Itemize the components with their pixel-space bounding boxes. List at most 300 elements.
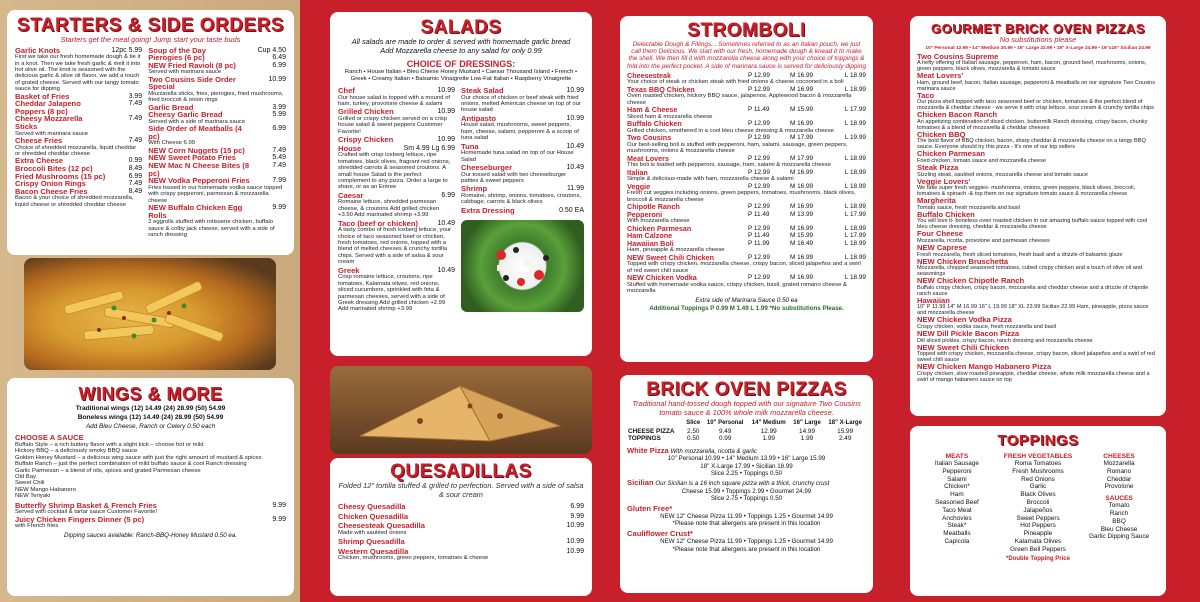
- menu-item-name: Butterfly Shrimp Basket & French Fries: [15, 500, 157, 510]
- menu-item-name: Shrimp: [461, 184, 488, 194]
- stromboli-item-description: Fresh cut veggies including onions, green peppers, tomatoes, mushrooms, black olives, broccoli & mozzarella cheese: [627, 190, 856, 203]
- salads-card: [330, 12, 592, 356]
- topping-item: Fresh Mushrooms: [1012, 467, 1064, 475]
- gourmet-item-name: NEW Chicken Vodka Pizza: [917, 315, 1012, 325]
- menu-item-price: 10.99: [566, 538, 584, 546]
- gluten-free-prices: [627, 513, 866, 528]
- stromboli-item-name: NEW Sweet Chili Chicken: [627, 252, 715, 262]
- menu-item-name: Crispy Onion Rings: [15, 179, 86, 189]
- gourmet-item-description: Ham, ground beef, bacon, Italian sausage, pepperoni & meatballs on our signature Two Cousins marinara sauce: [917, 79, 1156, 92]
- menu-item-description: Our choice of chicken or beef steak with fried onions, melted American cheese on top of our house salad: [461, 94, 581, 114]
- menu-item-name: Cheese Fries: [15, 135, 63, 145]
- menu-item-price: 10.99: [268, 75, 286, 83]
- stromboli-price-l: L 18.99: [844, 182, 866, 190]
- stromboli-item-description: Our best-selling boli is stuffed with pepperoni, ham, salami, sausage, green peppers, mushrooms, onions & mozzarella cheese: [627, 141, 848, 155]
- sicilian-name: Sicilian: [627, 478, 654, 488]
- stromboli-item-description: Your choice of steak or chicken steak with fried onions & cheese cocooned in a boli: [627, 79, 844, 86]
- menu-item-name: Cheeseburger: [461, 163, 513, 173]
- menu-item-name: Garlic Knots: [15, 45, 61, 55]
- menu-item-price: 10.49: [566, 164, 584, 172]
- gourmet-item-description: Crispy chicken, vodka sauce, fresh mozzarella and basil: [917, 324, 1056, 330]
- panel-gourmet-toppings: [890, 0, 1200, 602]
- quesadilla-illustration: [330, 366, 592, 454]
- brick-pizza-header-row: [627, 420, 866, 428]
- topping-item: Meatballs: [943, 530, 971, 538]
- stromboli-item-name: NEW Chicken Vodka: [627, 273, 697, 283]
- gourmet-item-description: You will love it- boneless oven roasted chicken in our amazing buffalo sauce topped with cool bleu cheese dressing, cheddar & mozzarella cheese: [917, 218, 1148, 231]
- stromboli-item-description: With mozzarella cheese: [627, 218, 690, 225]
- gourmet-card: [910, 16, 1166, 416]
- sauce-option: Buffalo Ranch – just the perfect combination of mild buffalo sauce & cool Ranch dressing: [15, 461, 247, 468]
- salads-subtitle: All salads are made to order & served with homemade garlic bread: [351, 37, 571, 46]
- stromboli-item: [627, 211, 866, 225]
- menu-item-name: NEW Mac N Cheese Bites (8 pc): [148, 161, 250, 178]
- gourmet-item-name: Hawaiian: [917, 295, 950, 305]
- menu-item-price: 10.49: [437, 219, 455, 227]
- brick-price-row: [627, 435, 866, 443]
- gourmet-item: [917, 111, 1159, 131]
- stromboli-item-row: [627, 274, 866, 282]
- menu-item-description: Homemade tuna salad on top of our House Salad: [461, 150, 574, 163]
- menu-item-description: Grilled or crispy chicken served on a crisp house salad & sweet peppers Customer Favorite!: [338, 116, 448, 135]
- gourmet-item-description: Crispy chicken, slow roasted pineapple, cheddar cheese, whole milk mozzarella cheese and a swirl of mango habanero sauce on top: [917, 370, 1150, 383]
- menu-item-price: 5.49: [272, 154, 286, 162]
- gourmet-item: [917, 363, 1159, 383]
- cauliflower-prices: [627, 538, 866, 553]
- gourmet-item-name: Chicken Parmesan: [917, 149, 985, 159]
- menu-item-price: 7.49: [272, 146, 286, 154]
- stromboli-item-name: Hawaiian Boli: [627, 238, 674, 248]
- price-line: 18" X-Large 17.99 • Sicilian 18.99: [700, 462, 793, 470]
- menu-item-price: 10.99: [566, 547, 584, 555]
- menu-item: [15, 115, 142, 137]
- stromboli-price-m: M 16.99: [790, 71, 814, 79]
- stromboli-item-description: Grilled chicken, smothered in a cool bleu cheese dressing & mozzarella cheese: [627, 127, 834, 134]
- menu-item-price: 10.99: [566, 522, 584, 530]
- menu-item-description: Crafted with crisp iceberg lettuce, ripe tomatoes, black olives, fragrant red onions, shredded carrots & seasoned croutons. A small house Salad is the perfect complement to any pizza. Order a large to share, or as an Entree: [338, 152, 451, 191]
- gourmet-item-description: The bold flavor of BBQ chicken, bacon, sharp cheddar & mozzarella cheese on a tangy BBQ sauce. Everyone should try this pizza - It's one of our top sellers: [917, 138, 1146, 151]
- menu-item-name: Caesar: [338, 190, 364, 200]
- menu-item-description: Our tossed salad with two cheeseburger patties & sweet peppers: [461, 171, 567, 185]
- wings-addon: Add Bleu Cheese, Ranch or Celery 0.50 each: [85, 423, 216, 430]
- fries-illustration: [24, 258, 276, 370]
- gourmet-item: [917, 316, 1159, 330]
- starters-title: STARTERS & SIDE ORDERS: [16, 15, 285, 36]
- stromboli-price-p: P 11.49: [748, 210, 770, 218]
- stromboli-price-m: M 17.99: [790, 154, 814, 162]
- stromboli-item: [627, 155, 866, 169]
- sauces-heading: SAUCES: [1105, 495, 1133, 503]
- stromboli-item-row: [627, 203, 866, 211]
- menu-item-name: NEW Vodka Pepperoni Fries: [148, 176, 250, 186]
- menu-item-name: Soup of the Day: [148, 45, 207, 55]
- topping-item: Hot Peppers: [1020, 522, 1056, 530]
- menu-item-name: Cheesesteak Quesadilla: [338, 521, 425, 531]
- gourmet-item-description: We take super fresh veggies- mushrooms, onions, green peppers, black olives, broccoli, tomatoes & spinach -& top them on our signature tomato sauce & mozzarella cheese: [917, 185, 1136, 198]
- menu-item-price: 7.99: [272, 177, 286, 185]
- stromboli-price-p: P 12.99: [748, 71, 770, 79]
- price-line: *Please note that allergens are present in this location: [672, 545, 821, 553]
- menu-item-name: Cheddar Jalapeno Poppers (8 pc): [15, 99, 81, 116]
- menu-item-price: 10.99: [566, 114, 584, 122]
- menu-item-description: A tasty combo of fresh iceberg lettuce, your choice of taco seasoned beef or chicken, fresh tomatoes, red onions, topped with a blend of melted cheeses & crunchy tortilla chips. Served with a side of salsa & sour cream: [338, 227, 451, 266]
- menu-item-price: 0.99: [128, 157, 143, 165]
- menu-item: [148, 177, 286, 204]
- wings-traditional: Traditional wings (12) 14.49 (24) 28.99 (50) 54.99: [75, 405, 226, 412]
- stromboli-title: STROMBOLI: [687, 20, 806, 41]
- stromboli-item-name: Two Cousins: [627, 133, 672, 143]
- menu-item-price: Sm 4.99 Lg 6.99: [403, 144, 455, 152]
- menu-item-name: House: [338, 143, 362, 153]
- stromboli-price-p: P 12.99: [748, 154, 770, 162]
- brick-pizza-title: BRICK OVEN PIZZAS: [646, 379, 847, 400]
- greek-salad-photo: [461, 220, 584, 312]
- brick-price-cell: 12.99: [760, 427, 777, 435]
- menu-item: [461, 207, 584, 215]
- menu-item-name: Garlic Bread: [148, 102, 194, 112]
- stromboli-price-p: P 11.49: [748, 106, 770, 114]
- topping-item: Provolone: [1104, 483, 1134, 491]
- brick-pizza-card: [620, 375, 873, 593]
- gourmet-item-name: NEW Sweet Chili Chicken: [917, 342, 1009, 352]
- stromboli-price-m: M 15.99: [790, 232, 814, 240]
- menu-item: [15, 47, 142, 93]
- stromboli-additional: Additional Toppings P 0.99 M 1.49 L 1.99 *No substitutions Please.: [649, 304, 844, 312]
- menu-item: [338, 522, 584, 536]
- salads-right-column: [461, 87, 584, 214]
- stromboli-item-name: Italian: [627, 167, 648, 177]
- stromboli-price-l: L 17.99: [844, 106, 866, 114]
- topping-item: Broccoli: [1026, 498, 1050, 506]
- panel-starters-wings: [0, 0, 300, 602]
- stromboli-item-description: Oven roasted chicken, hickory BBQ sauce, jalapenos, Applewood bacon & mozzarella cheese: [627, 93, 852, 106]
- menu-item-name: Side Order of Meatballs (4 pc): [148, 124, 242, 141]
- topping-item: Anchovies: [942, 514, 972, 522]
- stromboli-price-p: P 12.99: [748, 274, 770, 282]
- gourmet-item-description: Fresh mozzarella, fresh sliced tomatoes, fresh basil and a drizzle of balsamic glaze: [917, 251, 1123, 258]
- menu-item-description: Crisp romaine lettuce, croutons, ripe tomatoes, Kalamata olives, red onions, sliced cucumbers, sprinkled with feta & parmesan cheeses, served with a side of Greek dressing Add grilled chicken +2.99 Add marinated shrimp +3.99: [338, 274, 446, 313]
- menu-item-description: Choice of shredded mozzarella, liquid cheddar or shredded cheddar cheese: [15, 144, 137, 157]
- stromboli-price-p: P 11.49: [748, 232, 770, 240]
- gourmet-item-description: Mozzarella, chopped seasoned tomatoes, cubed crispy chicken and a touch of olive oil and seasonings: [917, 265, 1143, 278]
- topping-item: Romano: [1106, 467, 1132, 475]
- topping-item: Black Olives: [1020, 491, 1056, 499]
- stromboli-item-description: Sliced ham & mozzarella cheese: [627, 113, 713, 120]
- meats-list: [917, 460, 997, 546]
- gourmet-item-description: 10" P 11.99 14" M 16.99 16" L 19.99 18" XL 23.99 Sicilian 22.99 Ham, pineapple, pizza sauce and mozzarella cheese: [917, 304, 1149, 317]
- gourmet-item-name: Meat Lovers': [917, 71, 964, 81]
- stromboli-item: [627, 183, 866, 203]
- price-line: *Please note that allergens are present in this location: [672, 520, 821, 528]
- stromboli-item-name: Cheesesteak: [627, 70, 671, 80]
- menu-item-price: 10.99: [437, 108, 455, 116]
- brick-column-header: 14" Medium: [751, 420, 786, 426]
- menu-item-price: 9.99: [272, 501, 286, 509]
- menu-item: [338, 538, 584, 546]
- toppings-card: [910, 426, 1166, 596]
- stromboli-item-row: [627, 155, 866, 163]
- wing-sauces-list: [15, 442, 286, 500]
- stromboli-item: [627, 254, 866, 274]
- wings-title: WINGS & MORE: [78, 384, 223, 404]
- stromboli-price-l: L 17.99: [844, 210, 866, 218]
- menu-item: [338, 136, 455, 144]
- gourmet-subtitle: No substitutions please: [999, 35, 1077, 44]
- menu-item-price: 6.99: [272, 125, 286, 133]
- gourmet-item: [917, 330, 1159, 344]
- topping-item: BBQ: [1112, 517, 1126, 525]
- gourmet-item: [917, 92, 1159, 112]
- stromboli-item-row: [627, 86, 866, 94]
- sauce-heading: CHOOSE A SAUCE: [15, 433, 84, 442]
- stromboli-price-p: P 12.99: [748, 203, 770, 211]
- stromboli-price-m: M 17.99: [790, 134, 814, 142]
- stromboli-item-row: [627, 120, 866, 128]
- topping-item: Sweet Peppers: [1016, 514, 1060, 522]
- topping-item: Pepperoni: [942, 467, 972, 475]
- stromboli-price-p: P 12.99: [748, 168, 770, 176]
- menu-item-name: Greek: [338, 265, 360, 275]
- gourmet-item: [917, 211, 1159, 231]
- gourmet-item: [917, 178, 1159, 198]
- menu-item: [338, 548, 584, 562]
- menu-item-price: 9.99: [272, 515, 286, 523]
- topping-item: Italian Sausage: [934, 460, 979, 467]
- stromboli-item: [627, 274, 866, 294]
- sauce-option: NEW Mango Habanero: [15, 486, 76, 493]
- menu-item: [461, 115, 584, 142]
- gourmet-item: [917, 230, 1159, 244]
- starters-subtitle: Starters get the meal going! Jump start your taste buds: [60, 35, 241, 44]
- menu-item-name: Grilled Chicken: [338, 107, 394, 117]
- menu-item-price: 7.49: [128, 180, 143, 188]
- menu-item: [461, 143, 584, 163]
- menu-item: [15, 100, 142, 115]
- menu-item-price: 3.99: [272, 103, 286, 111]
- vegetables-list: [997, 460, 1079, 554]
- menu-item-description: House salad, mushrooms, sweet peppers, ham, cheese, salami, pepperoni & a scoop of tuna salad: [461, 122, 579, 142]
- menu-item: [15, 188, 142, 208]
- menu-item: [338, 503, 584, 511]
- menu-item-description: Romaine lettuce, shredded parmesan cheese, & croutons Add grilled chicken +3.50 Add marinated shrimp +3.99: [338, 199, 440, 219]
- white-pizza-name: White Pizza: [627, 445, 669, 455]
- stromboli-price-l: L 18.99: [844, 85, 866, 93]
- menu-item-description: With Cheese 6.99: [148, 140, 196, 147]
- menu-item-price: 6.99: [272, 61, 286, 69]
- gourmet-sizes: 10" Personal 12.99 • 14" Medium 20.99 • 16" Large 22.99 • 18" X-Large 24.99 • 16"x16" Sicilian 24.99: [925, 45, 1151, 51]
- stromboli-item-name: Chicken Parmesan: [627, 223, 692, 233]
- menu-item-name: Bacon Cheese Fries: [15, 186, 88, 196]
- topping-item: Tomato: [1108, 502, 1130, 510]
- menu-item-price: 10.99: [437, 136, 455, 144]
- menu-item-description: Made with sautéed onions: [338, 529, 407, 536]
- menu-item-name: Chicken Quesadilla: [338, 511, 409, 521]
- menu-item-price: 8.49: [128, 187, 143, 195]
- stromboli-price-m: M 16.99: [790, 274, 814, 282]
- menu-item-price: 12pc 5.99: [111, 46, 143, 54]
- menu-item-price: 7.49: [128, 100, 143, 108]
- gourmet-item-name: Taco: [917, 90, 935, 100]
- menu-item-description: Served with cocktail & tartar sauce Customer Favorite!: [15, 509, 158, 516]
- menu-item-name: Crispy Chicken: [338, 135, 394, 145]
- menu-item-description: Served with a side of marinara sauce: [148, 118, 246, 125]
- menu-item: [148, 76, 286, 104]
- brick-column-header: Slice: [686, 420, 701, 426]
- brick-price-cell: 1.99: [762, 435, 775, 443]
- menu-item-name: Cheesy Mozzarella Sticks: [15, 114, 83, 131]
- gourmet-item: [917, 72, 1159, 92]
- gourmet-item-description: Our pizza shell topped with taco seasoned beef or chicken, tomatoes & the perfect blend of mozzarella & cheddar cheese - we serve it with crisp lettuce, sour cream & crunchy tortilla chips: [917, 99, 1154, 112]
- gourmet-item: [917, 164, 1159, 178]
- meats-heading: MEATS: [945, 453, 969, 460]
- dressings-list: Ranch • House Italian • Bleu Chiese Honey Mustard • Caesar Thousand Island • French • Greek • Creamy Italian • Balsamic Vinaigrette Low-Fat Italian • Raspberry Vinaigrette: [344, 69, 578, 82]
- stromboli-price-m: M 16.99: [790, 168, 814, 176]
- stromboli-price-l: L 18.99: [844, 120, 866, 128]
- gourmet-item-description: Dill sliced pickles, crispy bacon, ranch dressing and mozzarella cheese: [917, 337, 1093, 344]
- stromboli-item-name: Chipotle Ranch: [627, 202, 680, 212]
- menu-item-price: 9.99: [570, 512, 584, 520]
- menu-item-price: 0.50 EA: [559, 206, 584, 214]
- stromboli-item-description: Ham, pineapple & mozzarella cheese: [627, 247, 725, 254]
- brick-pizza-subtitle: Traditional hand-tossed dough topped with our signature Two Cousins tomato sauce & 100% whole milk mozzarella cheese.: [632, 399, 861, 417]
- topping-item: Cheddar: [1106, 475, 1132, 483]
- menu-item-description: Chicken, mushrooms, green peppers, tomatoes & cheese: [338, 555, 489, 562]
- cauliflower-name: Cauliflower Crust*: [627, 528, 693, 538]
- menu-item-description: Fries tossed in our homemade vodka sauce topped with crispy pepperoni, parmesan & mozzarella cheese: [148, 184, 283, 204]
- brick-row-label: CHEESE PIZZA: [628, 427, 675, 435]
- menu-item: [338, 220, 455, 266]
- gourmet-items-list: [917, 53, 1159, 383]
- stromboli-price-m: M 16.99: [790, 85, 814, 93]
- menu-item-price: Cup 4.50: [257, 46, 286, 54]
- menu-item-name: NEW Fried Ravioli (8 pc): [148, 60, 236, 70]
- menu-item-name: Steak Salad: [461, 86, 504, 95]
- sicilian-prices: [627, 488, 866, 503]
- menu-item-name: Shrimp Quesadilla: [338, 537, 405, 547]
- menu-item-price: 10.49: [566, 142, 584, 150]
- menu-item-name: Western Quesadilla: [338, 546, 409, 556]
- menu-item-price: 5.99: [272, 111, 286, 119]
- stromboli-price-l: L 18.99: [844, 154, 866, 162]
- stromboli-price-m: M 16.99: [790, 182, 814, 190]
- gourmet-item-name: Veggie Lovers': [917, 176, 971, 186]
- stromboli-price-l: L 18.99: [844, 71, 866, 79]
- gourmet-item-name: NEW Dill Pickle Bacon Pizza: [917, 329, 1020, 338]
- brick-price-cell: 2.50: [686, 427, 700, 435]
- menu-item-name: NEW Corn Nuggets (15 pc): [148, 145, 245, 155]
- stromboli-price-m: M 13.99: [790, 210, 814, 218]
- menu-item-name: Cheesy Quesadilla: [338, 502, 406, 511]
- menu-item-name: NEW Buffalo Chicken Egg Rolls: [148, 203, 243, 220]
- cheeses-heading: CHEESES: [1103, 453, 1135, 460]
- stromboli-price-m: M 15.99: [790, 106, 814, 114]
- gourmet-item-description: Buffalo crispy chicken, crispy bacon, mozzarella and cheddar cheese and a drizzle of chipotle ranch sauce: [917, 284, 1149, 297]
- stromboli-price-m: M 16.49: [790, 239, 814, 247]
- stromboli-item-description: This boli is loaded with pepperoni, sausage, ham, salami & mozzarella cheese: [627, 162, 831, 169]
- stromboli-price-p: P 12.99: [748, 253, 770, 261]
- sauce-option: Hickory BBQ – a deliciously smoky BBQ sauce: [15, 448, 138, 455]
- sicilian-desc: Our Sicilian is a 16 inch square pizza with a thick, crunchy crust: [655, 480, 830, 488]
- stromboli-item-row: [627, 169, 866, 177]
- topping-item: Salami: [947, 475, 967, 483]
- menu-item-description: Romaine, shrimp, onions, tomatoes, croutons, cabbage, carrots & black olives: [461, 193, 582, 206]
- stromboli-item-name: Buffalo Chicken: [627, 119, 682, 129]
- gourmet-item-description: An appetizing combination of diced chicken, buttermilk Ranch dressing, crispy bacon, chunky tomatoes & a blend of mozzarella & cheddar cheeses: [917, 118, 1148, 131]
- gourmet-item: [917, 258, 1159, 278]
- brick-price-cell: 15.99: [837, 427, 854, 435]
- price-line: Slice 2.25 • Toppings 0.50: [710, 470, 783, 477]
- price-line: Slice 2.75 • Toppings 0.50: [710, 495, 783, 503]
- topping-item: Garlic Dipping Sauce: [1089, 533, 1150, 541]
- topping-item: Ranch: [1109, 509, 1129, 517]
- topping-item: Mozzarella: [1103, 460, 1135, 467]
- menu-item: [338, 513, 584, 521]
- gourmet-item-description: Fried chicken, tomato sauce and mozzarella cheese: [917, 158, 1047, 165]
- stromboli-price-p: P 12.99: [748, 224, 770, 232]
- sauce-option: Sweet Chili: [15, 480, 45, 487]
- stromboli-price-l: L 18.99: [844, 224, 866, 232]
- menu-item: [148, 111, 286, 125]
- topping-item: Pineapple: [1023, 530, 1053, 538]
- gourmet-item: [917, 197, 1159, 211]
- quesadilla-photo: [330, 366, 592, 454]
- brick-column-header: 16" Large: [793, 420, 821, 426]
- sauce-option: NEW Teriyaki: [15, 493, 51, 500]
- menu-item: [461, 164, 584, 184]
- menu-item: [461, 87, 584, 114]
- dipping-note: Dipping sauces available: Ranch-BBQ-Honey Mustard 0.50 ea.: [64, 531, 237, 539]
- salads-subtitle-2: Add Mozzarella cheese to any salad for only 0.99: [380, 45, 542, 55]
- menu-item-name: Juicy Chicken Fingers Dinner (5 pc): [15, 514, 145, 524]
- stromboli-item-row: [627, 211, 866, 219]
- menu-item: [148, 62, 286, 76]
- stromboli-item-name: Ham & Cheese: [627, 105, 678, 115]
- gourmet-item-name: Four Cheese: [917, 229, 963, 239]
- panel-salads-quesadillas: [300, 0, 600, 602]
- stromboli-price-l: L 18.99: [844, 253, 866, 261]
- gourmet-item: [917, 344, 1159, 364]
- sauces-list: [1079, 502, 1159, 541]
- gourmet-item-name: Chicken Bacon Ranch: [917, 110, 998, 120]
- menu-item: [15, 137, 142, 157]
- stromboli-price-m: M 16.99: [790, 203, 814, 211]
- stromboli-card: [620, 16, 873, 362]
- menu-item-price: 7.49: [128, 136, 143, 144]
- menu-item-name: Chef: [338, 86, 355, 95]
- stromboli-item: [627, 203, 866, 211]
- menu-item-price: 7.49: [272, 162, 286, 170]
- gourmet-item-description: Tomato sauce, fresh mozzarella and basil: [917, 204, 1020, 211]
- stromboli-item-description: Topped with crispy chicken, mozzarella cheese, crispy bacon, sliced jalapeños and a swirl of red sweet chili sauce: [627, 261, 861, 274]
- stromboli-price-m: M 16.99: [790, 253, 814, 261]
- menu-item-price: 10.49: [437, 266, 455, 274]
- stromboli-item: [627, 86, 866, 106]
- menu-item-name: Extra Dressing: [461, 205, 515, 215]
- stromboli-item-description: Stuffed with homemade vodka sauce, crispy chicken, basil, grated romano cheese & mozzarella: [627, 281, 847, 295]
- stromboli-item: [627, 134, 866, 154]
- menu-item-price: 7.49: [128, 115, 143, 123]
- gourmet-item-name: Buffalo Chicken: [917, 209, 975, 219]
- stromboli-item-name: Texas BBQ Chicken: [627, 84, 695, 94]
- gourmet-item-name: NEW Caprese: [917, 243, 967, 253]
- gluten-free-name: Gluten Free*: [627, 503, 673, 513]
- stromboli-price-p: P 11.99: [748, 239, 770, 247]
- brick-column-header: [627, 420, 684, 428]
- salads-title: SALADS: [420, 17, 502, 38]
- white-pizza-desc: With mozzarella, ricotta & garlic: [670, 447, 758, 455]
- menu-item: [461, 185, 584, 205]
- menu-item-price: 10.99: [437, 87, 455, 94]
